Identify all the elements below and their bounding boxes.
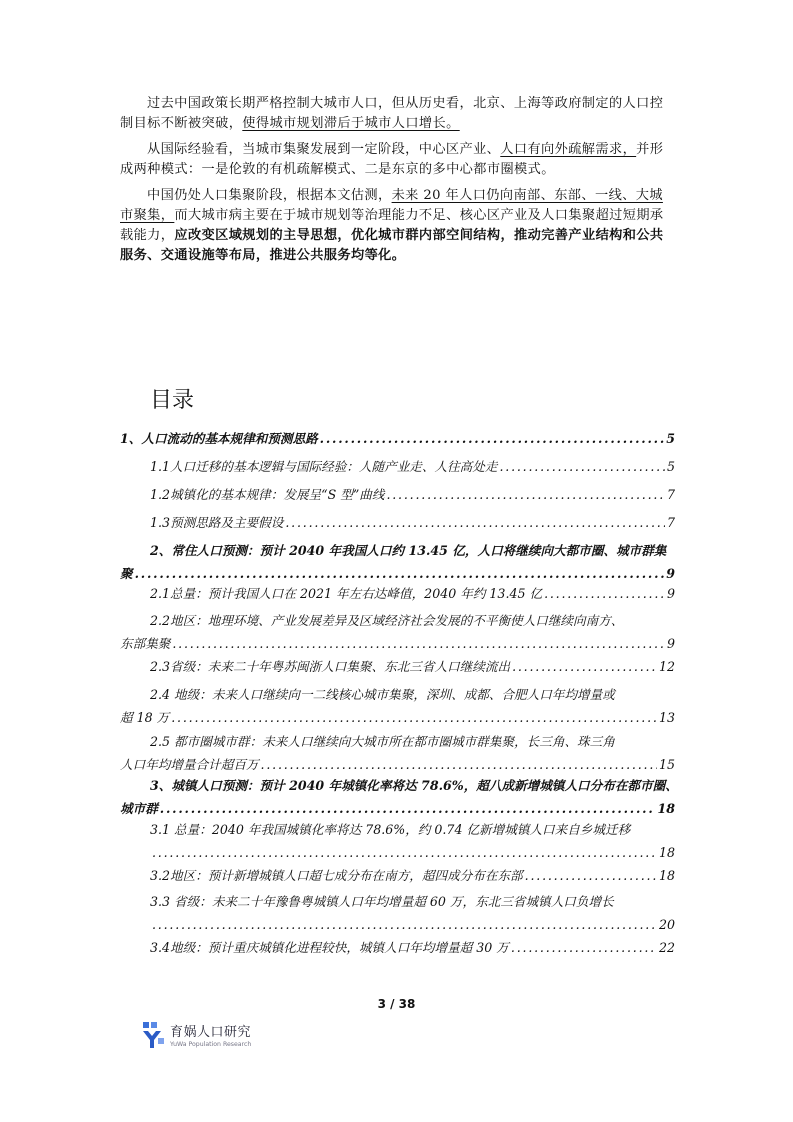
para-underlined: 使得城市规划滞后于城市人口增长。 — [242, 116, 460, 131]
para-text: 过去中国政策长期严格控制大城市人口，但从历史看，北京、上海等政府制定的人口控制目标不断被突破， — [120, 96, 664, 131]
toc-entry-3[interactable]: 3、城镇人口预测：预计 2040 年城镇化率将达 78.6%，超八成新增城镇人口分布在都市圈、 城市群 ..... 18 — [120, 774, 675, 820]
toc-entry-3-2[interactable]: 3.2地区：预计新增城镇人口超七成分布在南方，超四成分布在东部 ..... 18 — [150, 864, 675, 887]
toc-title: 目录 — [150, 388, 195, 413]
para-underlined: 未来 20 年人口仍向南部、东部、一线、大城市聚集， — [120, 188, 663, 223]
logo-text-en: YuWa Population Research — [170, 1041, 252, 1048]
para-text: 中国仍处人口集聚阶段，根据本文估测， — [147, 188, 392, 203]
toc-entry-2-3[interactable]: 2.3省级：未来二十年粤苏闽浙人口集聚、东北三省人口继续流出 ..... 12 — [150, 655, 675, 678]
para-underlined: 人口有向外疏解需求， — [500, 142, 637, 157]
toc-entry-1-1[interactable]: 1.1人口迁移的基本逻辑与国际经验：人随产业走、人往高处走 ..... 5 — [150, 455, 675, 478]
paragraph-3 — [120, 186, 675, 266]
toc-entry-2-4[interactable]: 2.4 地级：未来人口继续向一二线核心城市集聚，深圳、成都、合肥人口年均增量或 超 18 万 ..... 13 — [120, 683, 675, 729]
toc-entry-1-3[interactable]: 1.3预测思路及主要假设 ..... 7 — [150, 511, 675, 534]
logo-text-cn: 育娲人口研究 — [170, 1025, 252, 1040]
paragraph-1 — [120, 94, 675, 134]
toc-entry-1[interactable]: 1、人口流动的基本规律和预测思路 ..... 5 — [120, 427, 675, 450]
page-number: 3 / 38 — [377, 997, 416, 1011]
para-text: 并形成两种模式：一是伦敦的有机疏解模式、二是东京的多中心都市圈模式。 — [120, 142, 664, 177]
toc-entry-2-5[interactable]: 2.5 都市圈城市群：未来人口继续向大城市所在都市圈城市群集聚，长三角、珠三角 人口年均增量合计超百万 ..... 15 — [120, 730, 675, 776]
toc-entry-1-2[interactable]: 1.2城镇化的基本规律：发展呈“S 型”曲线 ..... 7 — [150, 483, 675, 506]
toc-entry-3-3[interactable]: 3.3 省级：未来二十年豫鲁粤城镇人口年均增量超 60 万，东北三省城镇人口负增长 ..... 20 — [120, 890, 675, 936]
toc-entry-2-1[interactable]: 2.1总量：预计我国人口在 2021 年左右达峰值，2040 年约 13.45 亿 ..... 9 — [150, 582, 675, 605]
yuwa-logo-icon — [143, 1022, 165, 1048]
logo — [143, 1021, 251, 1048]
toc-entry-3-1[interactable]: 3.1 总量：2040 年我国城镇化率将达 78.6%，约 0.74 亿新增城镇人口来自乡城迁移 ..... 18 — [120, 818, 675, 864]
paragraph-2 — [120, 140, 675, 180]
para-bold: 应改变区域规划的主导思想，优化城市群内部空间结构，推动完善产业结构和公共服务、交通设施等布局，推进公共服务均等化。 — [120, 228, 664, 263]
toc-entry-2[interactable]: 2、常住人口预测：预计 2040 年我国人口约 13.45 亿，人口将继续向大都市圈、城市群集 聚 ..... 9 — [120, 539, 675, 585]
para-text: 从国际经验看，当城市集聚发展到一定阶段，中心区产业、 — [147, 142, 501, 157]
toc-entry-2-2[interactable]: 2.2地区：地理环境、产业发展差异及区域经济社会发展的不平衡使人口继续向南方、 东部集聚 ..... 9 — [120, 609, 675, 655]
para-text: 而大城市病主要在于城市规划等治理能力不足、核心区产业及人口集聚超过短期承载能力， — [120, 208, 664, 243]
toc-entry-3-4[interactable]: 3.4地级：预计重庆城镇化进程较快，城镇人口年均增量超 30 万 ..... 22 — [150, 936, 675, 959]
